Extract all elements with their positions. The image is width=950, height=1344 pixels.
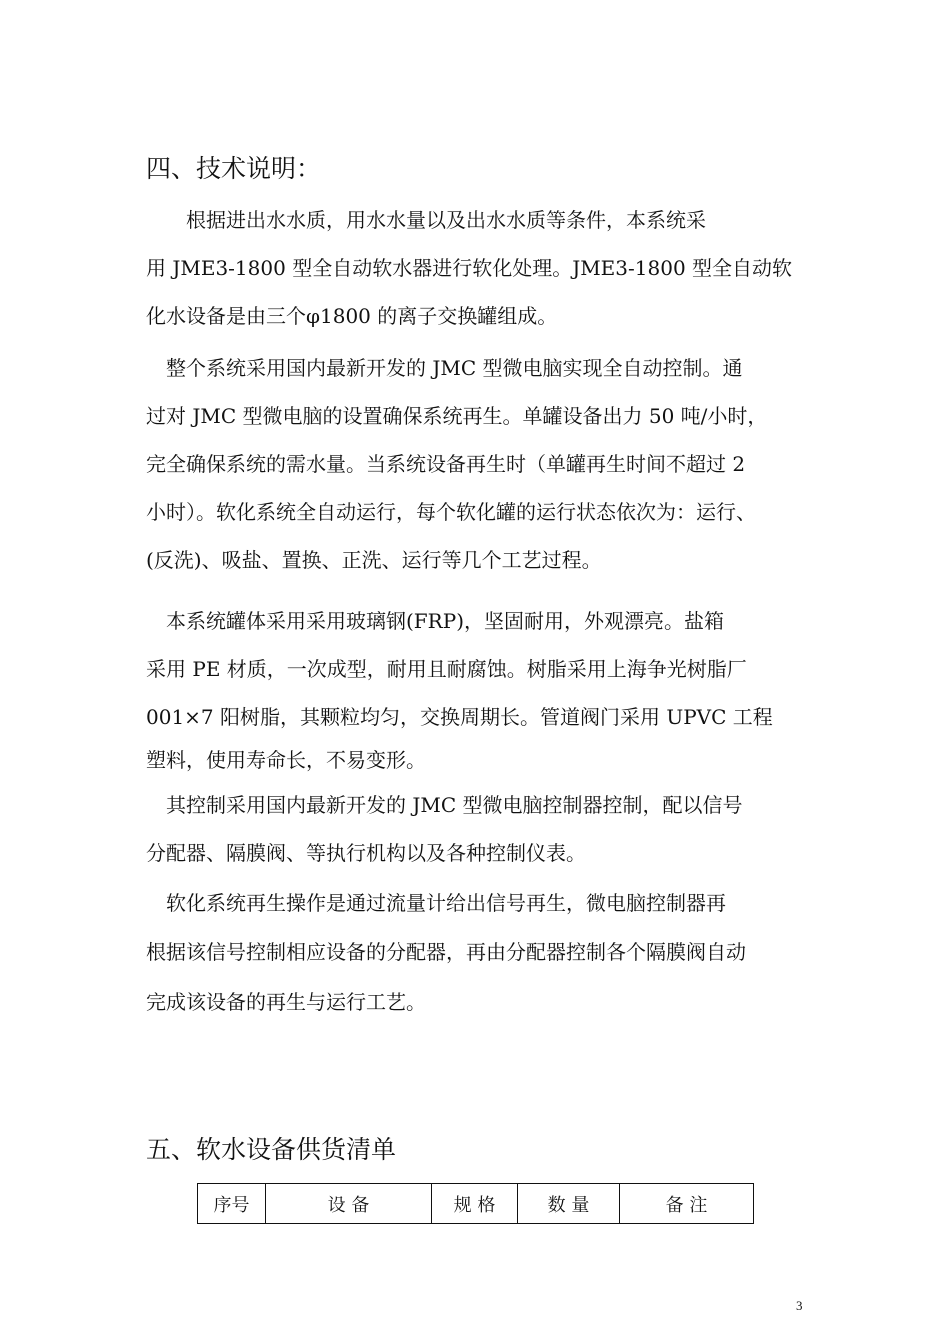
text-line: 小时）。软化系统全自动运行，每个软化罐的运行状态依次为：运行、 bbox=[146, 500, 756, 524]
column-header-quantity: 数 量 bbox=[518, 1184, 620, 1224]
text-line: 本系统罐体采用采用玻璃钢(FRP)，坚固耐用，外观漂亮。盐箱 bbox=[146, 609, 724, 633]
text-line: 001×7 阳树脂，其颗粒均匀，交换周期长。管道阀门采用 UPVC 工程 bbox=[146, 705, 773, 729]
text-line: 根据进出水水质，用水水量以及出水水质等条件，本系统采 bbox=[146, 208, 706, 232]
supply-list-table bbox=[197, 1183, 754, 1224]
table-header-row bbox=[198, 1184, 754, 1224]
column-header-index: 序号 bbox=[198, 1184, 266, 1224]
page-number: 3 bbox=[796, 1298, 803, 1313]
text-line: 分配器、隔膜阀、等执行机构以及各种控制仪表。 bbox=[146, 841, 586, 865]
text-line: 整个系统采用国内最新开发的 JMC 型微电脑实现全自动控制。通 bbox=[146, 356, 743, 380]
text-line: (反洗)、吸盐、置换、正洗、运行等几个工艺过程。 bbox=[146, 548, 602, 572]
text-line: 根据该信号控制相应设备的分配器，再由分配器控制各个隔膜阀自动 bbox=[146, 940, 746, 964]
text-line: 完全确保系统的需水量。当系统设备再生时（单罐再生时间不超过 2 bbox=[146, 452, 746, 476]
text-line: 其控制采用国内最新开发的 JMC 型微电脑控制器控制，配以信号 bbox=[146, 793, 743, 817]
column-header-remarks: 备 注 bbox=[620, 1184, 754, 1224]
text-line: 用 JME3-1800 型全自动软水器进行软化处理。JME3-1800 型全自动软 bbox=[146, 256, 793, 280]
column-header-specification: 规 格 bbox=[432, 1184, 518, 1224]
column-header-equipment: 设 备 bbox=[266, 1184, 432, 1224]
text-line: 塑料，使用寿命长，不易变形。 bbox=[146, 748, 426, 772]
text-line: 采用 PE 材质，一次成型，耐用且耐腐蚀。树脂采用上海争光树脂厂 bbox=[146, 657, 747, 681]
text-line: 完成该设备的再生与运行工艺。 bbox=[146, 990, 426, 1014]
section-heading-supply-list: 五、软水设备供货清单 bbox=[146, 1135, 397, 1164]
text-line: 过对 JMC 型微电脑的设置确保系统再生。单罐设备出力 50 吨/小时， bbox=[146, 404, 768, 428]
section-heading-technical-description: 四、技术说明： bbox=[146, 154, 322, 183]
text-line: 化水设备是由三个φ1800 的离子交换罐组成。 bbox=[146, 304, 558, 328]
text-line: 软化系统再生操作是通过流量计给出信号再生，微电脑控制器再 bbox=[146, 891, 726, 915]
